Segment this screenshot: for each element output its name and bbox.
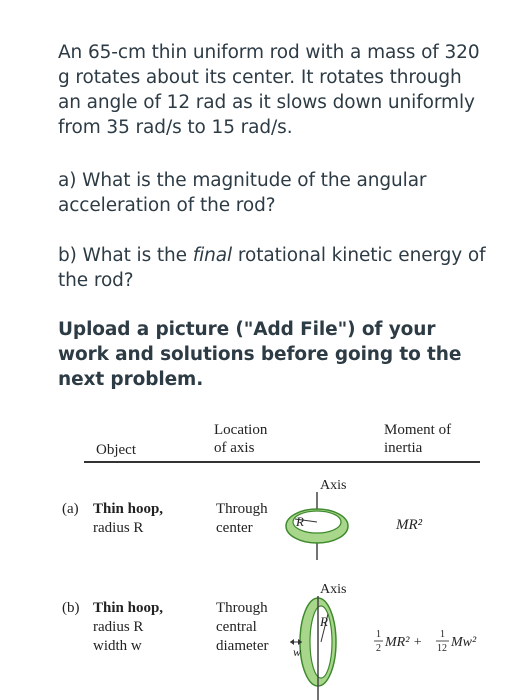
formula-term2: Mw² — [451, 635, 477, 650]
row-b-detail2: width w — [93, 638, 142, 654]
header-object: Object — [96, 442, 136, 458]
header-moment-line1: Moment of — [384, 422, 452, 438]
axis-label: Axis — [320, 478, 347, 493]
header-location-line1: Location — [214, 422, 268, 438]
thin-hoop-diameter-axis-figure — [282, 576, 362, 700]
row-b-formula — [372, 622, 492, 662]
part-b-emphasis: final — [192, 245, 233, 266]
question-part-a: a) What is the magnitude of the angular acceleration of the rod? — [58, 170, 427, 216]
row-b-detail1: radius R — [93, 619, 144, 635]
header-rule — [84, 461, 480, 463]
formula-frac1-den: 2 — [376, 643, 381, 654]
formula-frac2-num: 1 — [440, 629, 445, 640]
upload-instruction: Upload a picture ("Add File") of your work and solutions before going to the next problem. — [58, 319, 462, 390]
row-a-axis-line1: Through — [216, 501, 268, 517]
radius-label: R — [296, 514, 304, 529]
row-b-name: Thin hoop, — [93, 600, 164, 616]
row-a-axis-line2: center — [216, 520, 253, 536]
part-b-prefix: b) What is the — [58, 245, 193, 266]
row-a-formula: MR² — [396, 517, 423, 533]
thin-hoop-center-axis-figure — [280, 472, 360, 562]
moment-of-inertia-table — [0, 410, 514, 700]
axis-label: Axis — [320, 582, 347, 597]
row-b-axis-line1: Through — [216, 600, 268, 616]
part-b-suffix: rotational kinetic energy of the rod? — [58, 245, 486, 291]
header-location-line2: of axis — [214, 440, 255, 456]
header-moment-line2: inertia — [384, 440, 423, 456]
formula-frac2-den: 12 — [437, 643, 447, 654]
row-b-axis-line3: diameter — [216, 638, 269, 654]
row-a-name: Thin hoop, — [93, 501, 164, 517]
row-b-axis-line2: central — [216, 619, 257, 635]
row-a-label: (a) — [62, 501, 79, 517]
question-part-b — [58, 243, 488, 293]
formula-term1: MR² + — [385, 635, 423, 650]
formula-frac1-num: 1 — [376, 629, 381, 640]
row-a-detail: radius R — [93, 520, 144, 536]
row-b-label: (b) — [62, 600, 80, 616]
width-label: w — [293, 645, 302, 659]
problem-intro: An 65-cm thin uniform rod with a mass of 320 g rotates about its center. It rotates through an angle of 12 rad as it slows down uniformly from 35 rad/s to 15 rad/s. — [58, 42, 480, 138]
radius-label: R — [320, 614, 328, 629]
